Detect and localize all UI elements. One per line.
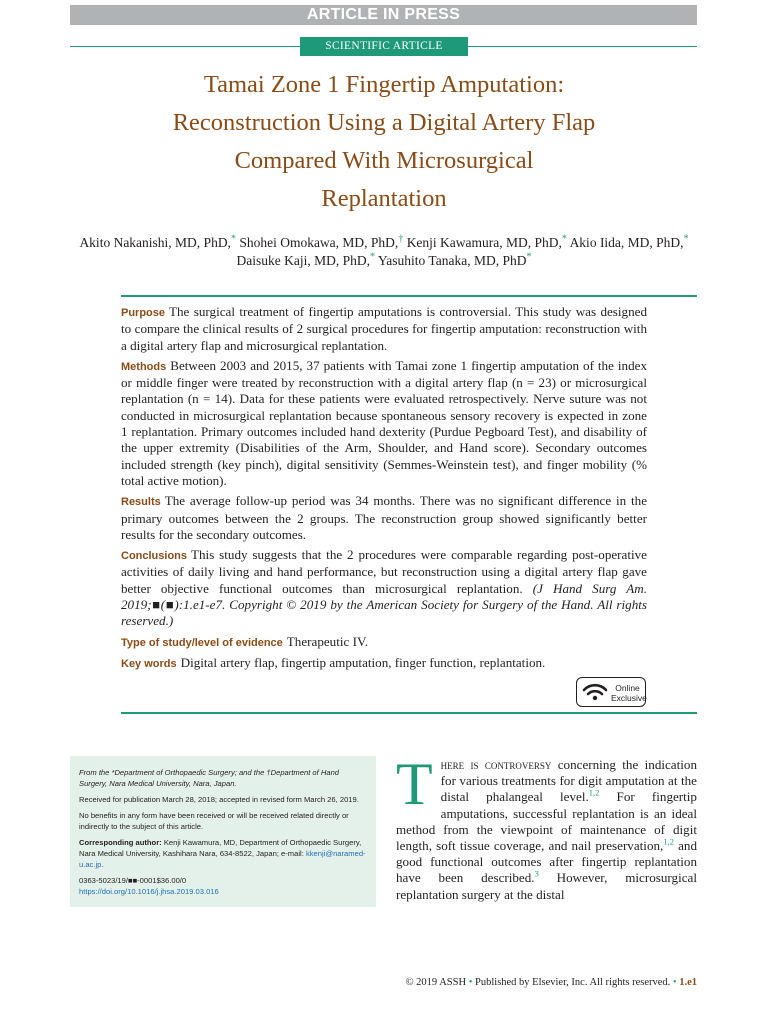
abstract-heading: Purpose bbox=[121, 307, 166, 319]
corr-text: Kenji Kawamura, MD, Department of Orthopaedic Surgery, Nara Medical University, Kashihara Nara, 634-8522, Japan; e-mail: bbox=[79, 838, 362, 858]
title-line: Compared With Microsurgical bbox=[234, 147, 534, 174]
abstract-heading: Methods bbox=[121, 360, 167, 373]
abstract-heading: Conclusions bbox=[121, 550, 188, 563]
affiliation-box bbox=[70, 756, 376, 907]
body-text: and good functional outcomes after fingertip replantation have been described. bbox=[396, 838, 697, 886]
title-line: Reconstruction Using a Digital Artery Flap bbox=[172, 109, 596, 136]
author-name: Daisuke Kaji, MD, PhD, bbox=[236, 253, 371, 268]
abstract-text: Digital artery flap, fingertip amputation, finger function, replantation. bbox=[180, 654, 546, 670]
abstract-heading: Type of study/level of evidence bbox=[121, 636, 283, 649]
doi-link[interactable]: https://doi.org/10.1016/j.jhsa.2019.03.016 bbox=[79, 887, 219, 896]
body-text: For fingertip amputations, successful replantation is an ideal method from the viewpoint of maintenance of digit length, soft tissue coverage, and nail preservation, bbox=[396, 789, 697, 854]
received-date: Received for publication March 28, 2018; accepted in revised form March 26, 2019. bbox=[79, 795, 359, 804]
affiliation-mark: * bbox=[370, 251, 376, 263]
abstract-heading: Key words bbox=[121, 657, 177, 670]
author-name: Shohei Omokawa, MD, PhD, bbox=[239, 235, 399, 250]
abstract-bottom-rule bbox=[121, 712, 697, 714]
article-title bbox=[90, 66, 678, 218]
abstract-purpose bbox=[121, 304, 647, 354]
affiliation-mark: * bbox=[561, 233, 567, 245]
affiliation-mark: * bbox=[683, 233, 689, 245]
badge-line: Exclusive bbox=[611, 693, 647, 703]
online-exclusive-badge bbox=[576, 677, 646, 707]
abstract-keywords bbox=[121, 655, 647, 672]
abstract-text: This study suggests that the 2 procedures were comparable regarding post-operative activities of daily living and hand performance, but reconstruction using a digital artery flap gave better objective functional outcomes than microsurgical replantation. bbox=[121, 547, 647, 596]
abstract-text: The surgical treatment of fingertip amputations is controversial. This study was designed to compare the clinical results of 2 surgical procedures for fingertip amputation: reconstruction with a digital artery flap and microsurgical replantation. bbox=[121, 304, 647, 353]
badge-text bbox=[611, 683, 647, 703]
corr-heading: Corresponding author: bbox=[79, 838, 162, 847]
email-link[interactable]: kkenji@naramed-u.ac.jp bbox=[79, 849, 366, 869]
author-name: Yasuhito Tanaka, MD, PhD bbox=[377, 253, 527, 268]
affiliation-mark: * bbox=[230, 233, 236, 245]
reference-mark[interactable]: 1,2 bbox=[588, 788, 600, 799]
body-column bbox=[396, 751, 697, 903]
article-in-press-banner: ARTICLE IN PRESS bbox=[70, 5, 697, 25]
author-name: Akio Iida, MD, PhD, bbox=[569, 235, 684, 250]
body-text: concerning the indication for various treatments for digit amputation at the distal phalangeal level. bbox=[440, 757, 697, 805]
corresponding-author: Corresponding author: Kenji Kawamura, MD, Department of Orthopaedic Surgery, Nara Medical University, Kashihara Nara, 634-8522, Japan; e-mail: kkenji@naramed-u.ac.jp. bbox=[79, 838, 366, 869]
drop-cap: T bbox=[396, 751, 433, 817]
abstract-text: Between 2003 and 2015, 37 patients with Tamai zone 1 fingertip amputation of the index or middle finger were treated by reconstruction with a digital artery flap (n = 23) or microsurgical replantation (n = 14). Data for these patients were evaluated retrospectively. Nerve suture was not conducted in microsurgical replantation because spontaneous sensory recovery is expected in zone 1 replantation. Primary outcomes included hand dexterity (Purdue Pegboard Test), and disability of the upper extremity (Disabilities of the Arm, Shoulder, and Hand score). Secondary outcomes included strength (key pinch), digital sensitivity (Semmes-Weinstein test), and finger mobility (% total active motion). bbox=[121, 357, 647, 488]
author-name: Kenji Kawamura, MD, PhD, bbox=[406, 235, 562, 250]
affiliation-mark: * bbox=[526, 251, 532, 263]
separator-dot: • bbox=[468, 977, 473, 988]
section-label: SCIENTIFIC ARTICLE bbox=[300, 37, 468, 56]
author-name: Akito Nakanishi, MD, PhD, bbox=[79, 235, 231, 250]
page-footer bbox=[406, 976, 697, 990]
affiliation-mark: † bbox=[398, 233, 404, 245]
issn-doi bbox=[79, 875, 368, 897]
body-text: However, microsurgical replantation surgery at the distal bbox=[396, 870, 697, 902]
citation: (J Hand Surg Am. 2019;■(■):1.e1-e7. Copyright © 2019 by the American Society for Surgery of the Hand. All rights reserved.) bbox=[121, 580, 647, 629]
title-line: Replantation bbox=[321, 185, 447, 212]
issn: 0363-5023/19/■■-0001$36.00/0 bbox=[79, 876, 187, 885]
separator-dot: • bbox=[672, 977, 677, 988]
copyright: © 2019 ASSH bbox=[405, 977, 467, 988]
abstract bbox=[121, 304, 647, 676]
abstract-results bbox=[121, 493, 647, 543]
abstract-top-rule bbox=[121, 295, 697, 297]
publisher-notice: Published by Elsevier, Inc. All rights reserved. bbox=[475, 977, 671, 988]
abstract-methods bbox=[121, 358, 647, 489]
page-number: 1.e1 bbox=[679, 977, 697, 988]
abstract-text: Therapeutic IV. bbox=[286, 633, 368, 649]
wifi-icon bbox=[582, 683, 608, 701]
abstract-type bbox=[121, 634, 647, 651]
reference-mark[interactable]: 1,2 bbox=[663, 836, 674, 847]
abstract-conclusions bbox=[121, 547, 647, 629]
abstract-heading: Results bbox=[121, 496, 161, 509]
abstract-text: The average follow-up period was 34 months. There was no significant difference in the primary outcomes between the 2 groups. The reconstruction group showed significantly better results for the secondary outcomes. bbox=[121, 493, 647, 542]
affiliation-from: From the *Department of Orthopaedic Surgery; and the †Department of Hand Surgery, Nara Medical University, Nara, Japan. bbox=[79, 768, 340, 788]
author-list bbox=[60, 234, 708, 270]
lead-words: here is controversy bbox=[440, 757, 552, 772]
benefits-statement: No benefits in any form have been received or will be received related directly or indirectly to the subject of this article. bbox=[79, 811, 349, 831]
reference-mark[interactable]: 3 bbox=[534, 869, 539, 880]
title-line: Tamai Zone 1 Fingertip Amputation: bbox=[203, 71, 565, 98]
intro-paragraph bbox=[396, 751, 697, 903]
badge-line: Online bbox=[615, 683, 640, 693]
